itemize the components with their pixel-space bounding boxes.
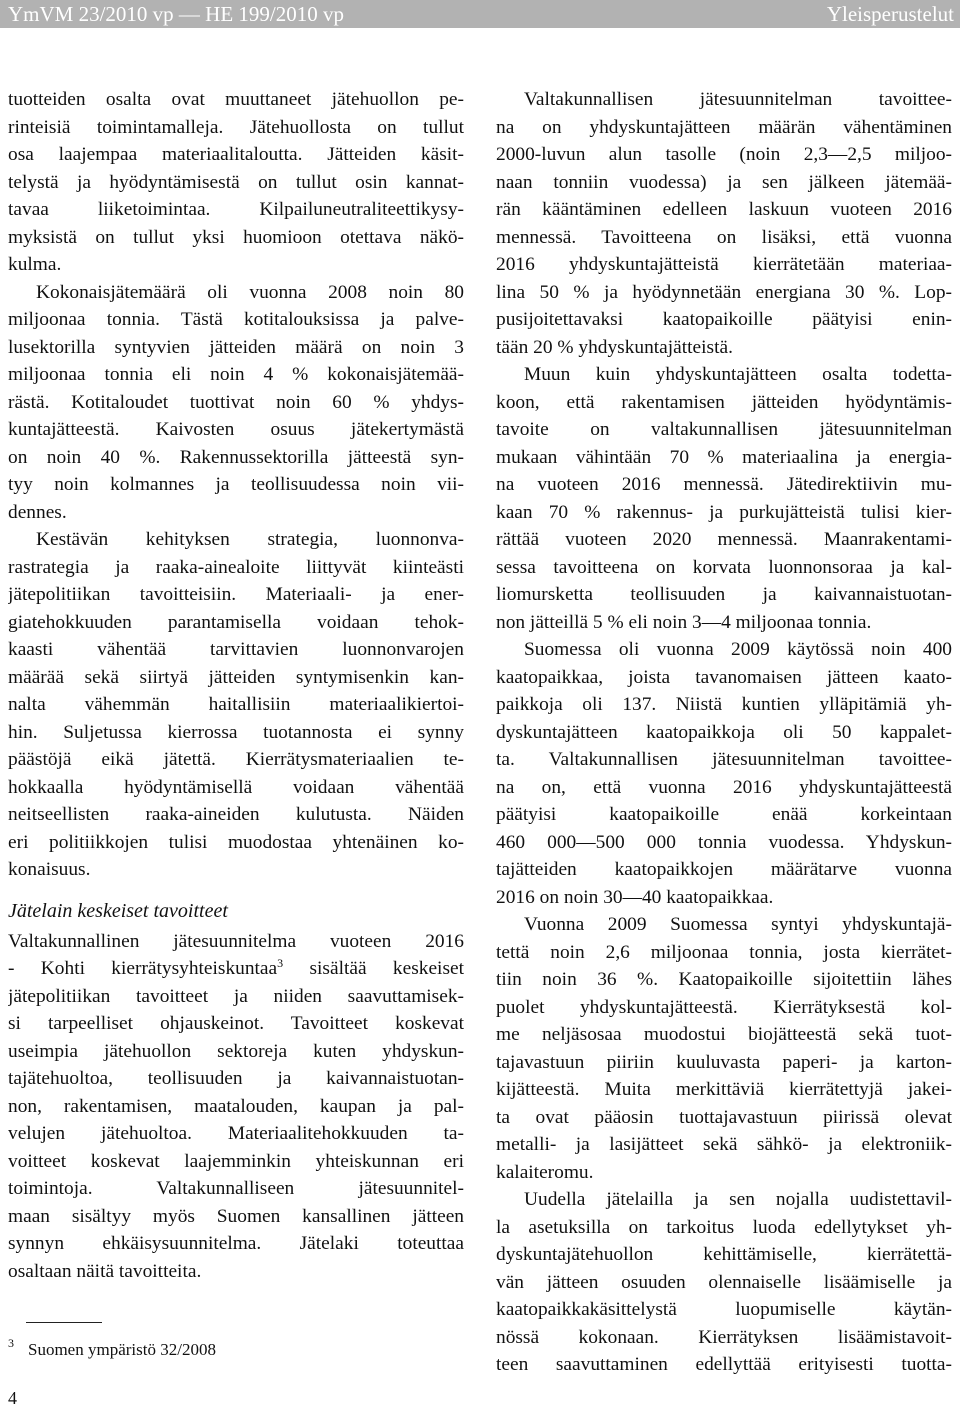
text-line: ta. Valtakunnallisen jätesuunnitelman tavoittee-: [496, 749, 952, 770]
text-line: on noin 40 %. Rakennussektorilla jätteestä syn-: [8, 446, 464, 468]
text-line: jätepolitiikan tavoitteet ja niiden saavuttamisek-: [8, 985, 464, 1007]
text-line: osa laajempaa materiaalitaloutta. Jätteiden käsit-: [8, 144, 464, 165]
text-line: 460 000—500 000 tonnia vuodessa. Yhdyskun-: [496, 831, 952, 853]
left-column: [8, 86, 464, 1285]
paragraph: [496, 911, 952, 1186]
text-line: Vuonna 2009 Suomessa syntyi yhdyskuntajä-: [524, 914, 952, 935]
text-line: kaatopaikkakäsittelystä luopumiselle käytän-: [496, 1299, 952, 1320]
text-line: hokkaalla hyödyntämisellä voidaan vähentää: [8, 776, 464, 798]
text-line: 2000-luvun alun tasolle (noin 2,3—2,5 miljoo-: [496, 144, 952, 165]
text-line: lusektorilla syntyvien jätteiden määrä on noin 3: [8, 336, 464, 358]
page-number: 4: [8, 1388, 17, 1408]
text-line: naan tonniin vuodessa) ja sen jälkeen jätemää-: [496, 171, 952, 193]
text-line: dennes.: [8, 501, 67, 523]
text-line: toimintoja. Valtakunnalliseen jätesuunnitel-: [8, 1178, 464, 1199]
text-line: tajätehuoltoa, teollisuuden ja kaivannaistuotan-: [8, 1068, 464, 1089]
text-line: päästöjä eikä jätettä. Kierrätysmateriaalien te-: [8, 749, 464, 770]
text-line: miljoonaa tonnia. Tästä kotitalouksissa ja palve-: [8, 309, 464, 330]
text-line: myksistä on tullut yksi huomioon otettava näkö-: [8, 226, 464, 248]
text-line: kalaiteromu.: [496, 1161, 594, 1183]
text-line: hin. Suljetussa kierrossa tuotannosta ei synny: [8, 721, 464, 743]
text-line: Valtakunnallinen jätesuunnitelma vuoteen 2016: [8, 930, 464, 952]
text-line: eri politiikkojen tulisi muodostaa yhtenäinen ko-: [8, 831, 464, 853]
text-line: tavaa liiketoimintaa. Kilpailuneutraliteettikysy-: [8, 199, 464, 220]
text-line: telystä ja hyödyntämisestä on tullut osin kannat-: [8, 171, 464, 193]
footnote-separator: [26, 1322, 102, 1323]
text-line: me neljäsosaa muodostui biojätteestä sekä tuot-: [496, 1024, 952, 1045]
footnote-number: 3: [8, 1336, 14, 1350]
text-line: voitteet koskevat laajemminkin yhteiskunnan eri: [8, 1150, 464, 1172]
text-line: Uudella jätelailla ja sen nojalla uudistettavil-: [524, 1189, 952, 1210]
text-line: Valtakunnallisen jätesuunnitelman tavoittee-: [524, 89, 952, 110]
text-line: si tarpeelliset ohjauskeinot. Tavoitteet koskevat: [8, 1013, 464, 1034]
text-line: osaltaan näitä tavoitteita.: [8, 1260, 202, 1282]
text-line: non jätteillä 5 % eli noin 3—4 miljoonaa tonnia.: [496, 611, 872, 633]
paragraph: [8, 279, 464, 527]
text-line: nössä kokonaan. Kierrätyksen lisäämistavoit-: [496, 1326, 952, 1348]
paragraph: [496, 636, 952, 911]
text-line: liomursketta teollisuuden ja kaivannaistuotan-: [496, 584, 952, 605]
text-line: teen saavuttaminen edellyttää erityisesti tuotta-: [496, 1354, 952, 1375]
text-line: puolet yhdyskuntajätteestä. Kierrätyksestä kol-: [496, 996, 952, 1018]
text-line: Suomessa oli vuonna 2009 käytössä noin 400: [524, 639, 952, 660]
text-line: tettä noin 2,6 miljoonaa tonnia, josta kierrätet-: [496, 941, 952, 963]
text-line: la asetuksilla on tarkoitus luoda edellytykset yh-: [496, 1216, 952, 1238]
text-line: paikkoja oli 137. Niistä kuntien ylläpitämiä yh-: [496, 694, 952, 715]
text-line: jätepolitiikan tavoitteisiin. Materiaali- ja ener-: [8, 584, 464, 605]
footnote-reference: 3: [277, 956, 284, 970]
paragraph: [496, 86, 952, 361]
text-line: kuntajätteestä. Kaivosten osuus jätekertymästä: [8, 419, 464, 440]
text-line: Kokonaisjätemäärä oli vuonna 2008 noin 80: [36, 281, 464, 303]
text-line: miljoonaa tonnia eli noin 4 % kokonaisjätemää-: [8, 364, 464, 385]
text-line: määrää sekä siirtyä jätteiden syntymisenkin kan-: [8, 666, 464, 688]
text-line-with-footnote: [8, 955, 464, 983]
text-fragment: - Kohti kierrätysyhteiskuntaa: [8, 958, 278, 979]
text-line: kijätteestä. Muita merkittäviä kierrätettyjä jakei-: [496, 1079, 952, 1100]
text-line: dyskuntajätteen kaatopaikkoja oli 50 kappalet-: [496, 721, 952, 743]
text-line: maan sisältyy myös Suomen kansallinen jätteen: [8, 1205, 464, 1227]
footnote-text: Suomen ympäristö 32/2008: [28, 1340, 216, 1359]
paragraph: [8, 86, 464, 279]
text-fragment: sisältää keskeiset: [283, 958, 464, 979]
text-line: tyy noin kolmannes ja teollisuudessa noin vii-: [8, 474, 464, 495]
text-line: vän jätteen osuuden olennaiselle lisäämiselle ja: [496, 1271, 952, 1293]
paragraph: [8, 526, 464, 884]
text-line: kaasti vähentää tarvittavien luonnonvarojen: [8, 639, 464, 660]
running-header: [0, 0, 960, 28]
text-line: giatehokkuuden parantamisella voidaan tehok-: [8, 611, 464, 633]
text-line: na vuoteen 2016 mennessä. Jätedirektiivin mu-: [496, 474, 952, 495]
text-line: 2016 on noin 30—40 kaatopaikkaa.: [496, 886, 774, 908]
text-line: dyskuntajätehuollon kehittämiselle, kierrätettä-: [496, 1244, 952, 1265]
text-line: lina 50 % ja hyödynnetään energiana 30 %. Lop-: [496, 281, 952, 303]
header-document-id: YmVM 23/2010 vp — HE 199/2010 vp: [8, 2, 344, 26]
text-line: sessa tavoitteena on korvata luonnonsoraa ja kal-: [496, 556, 952, 578]
text-line: kaan 70 % rakennus- ja purkujätteistä tulisi kier-: [496, 501, 952, 523]
text-line: päätyisi kaatopaikoille enää korkeintaan: [496, 804, 952, 825]
text-line: tään 20 % yhdyskuntajätteistä.: [496, 336, 733, 358]
text-line: velujen jätehuoltoa. Materiaalitehokkuuden ta-: [8, 1123, 464, 1144]
text-line: kaatopaikkaa, joista tavanomaisen jätteen kaato-: [496, 666, 952, 688]
text-line: koon, että rakentamisen jätteiden hyödyntämis-: [496, 391, 952, 413]
text-line: rinteisiä toimintamalleja. Jätehuollosta on tullut: [8, 116, 464, 138]
text-line: tajavastuun piiriin kuuluvasta paperi- ja karton-: [496, 1051, 952, 1073]
text-line: rän kääntäminen edelleen laskuun vuoteen 2016: [496, 199, 952, 220]
text-line: rättää vuoteen 2020 mennessä. Maanrakentami-: [496, 529, 952, 550]
text-line: pusijoitettavaksi kaatopaikoille päätyisi enin-: [496, 309, 952, 330]
text-line: 2016 yhdyskuntajätteistä kierrätetään materiaa-: [496, 254, 952, 275]
paragraph: [496, 361, 952, 636]
text-line: tuotteiden osalta ovat muuttaneet jätehuollon pe-: [8, 89, 464, 110]
text-line: neitseellisten raaka-aineiden kulutusta. Näiden: [8, 804, 464, 825]
text-line: rastrategia ja raaka-ainealoite liittyvät kiinteästi: [8, 556, 464, 578]
text-line: synnyn ehkäisysuunnitelma. Jätelaki toteuttaa: [8, 1233, 464, 1254]
header-section-title: Yleisperustelut: [826, 2, 954, 26]
text-line: mennessä. Tavoitteena on lisäksi, että vuonna: [496, 226, 952, 248]
footnote: [8, 1330, 216, 1363]
text-line: Kestävän kehityksen strategia, luonnonva-: [36, 529, 464, 550]
text-line: metalli- ja lasijätteet sekä sähkö- ja elektroniik-: [496, 1134, 952, 1155]
section-heading: Jätelain keskeiset tavoitteet: [8, 899, 228, 922]
text-line: tajätteiden kaatopaikkojen määrätarve vuonna: [496, 859, 952, 880]
text-line: na on, että vuonna 2016 yhdyskuntajätteestä: [496, 776, 952, 798]
text-line: konaisuus.: [8, 859, 91, 880]
text-line: na on yhdyskuntajätteen määrän vähentäminen: [496, 116, 952, 138]
right-column: [496, 86, 952, 1379]
text-line: tiin noin 36 %. Kaatopaikoille sijoitettiin lähes: [496, 969, 952, 990]
text-line: Muun kuin yhdyskuntajätteen osalta todetta-: [524, 364, 952, 385]
text-line: ta ovat pääosin tuottajavastuun piirissä olevat: [496, 1106, 952, 1128]
text-line: nalta vähemmän haitallisiin materiaalikiertoi-: [8, 694, 464, 715]
text-line: non, rakentamisen, maatalouden, kaupan ja pal-: [8, 1095, 464, 1117]
text-line: tavoite on valtakunnallisen jätesuunnitelman: [496, 419, 952, 440]
text-line: useimpia jätehuollon sektoreja kuten yhdyskun-: [8, 1040, 464, 1062]
text-line: rästä. Kotitaloudet tuottivat noin 60 % yhdys-: [8, 391, 464, 413]
paragraph: [496, 1186, 952, 1379]
text-line: kulma.: [8, 254, 62, 275]
paragraph: [8, 928, 464, 1286]
text-line: mukaan vähintään 70 % materiaalina ja energia-: [496, 446, 952, 468]
